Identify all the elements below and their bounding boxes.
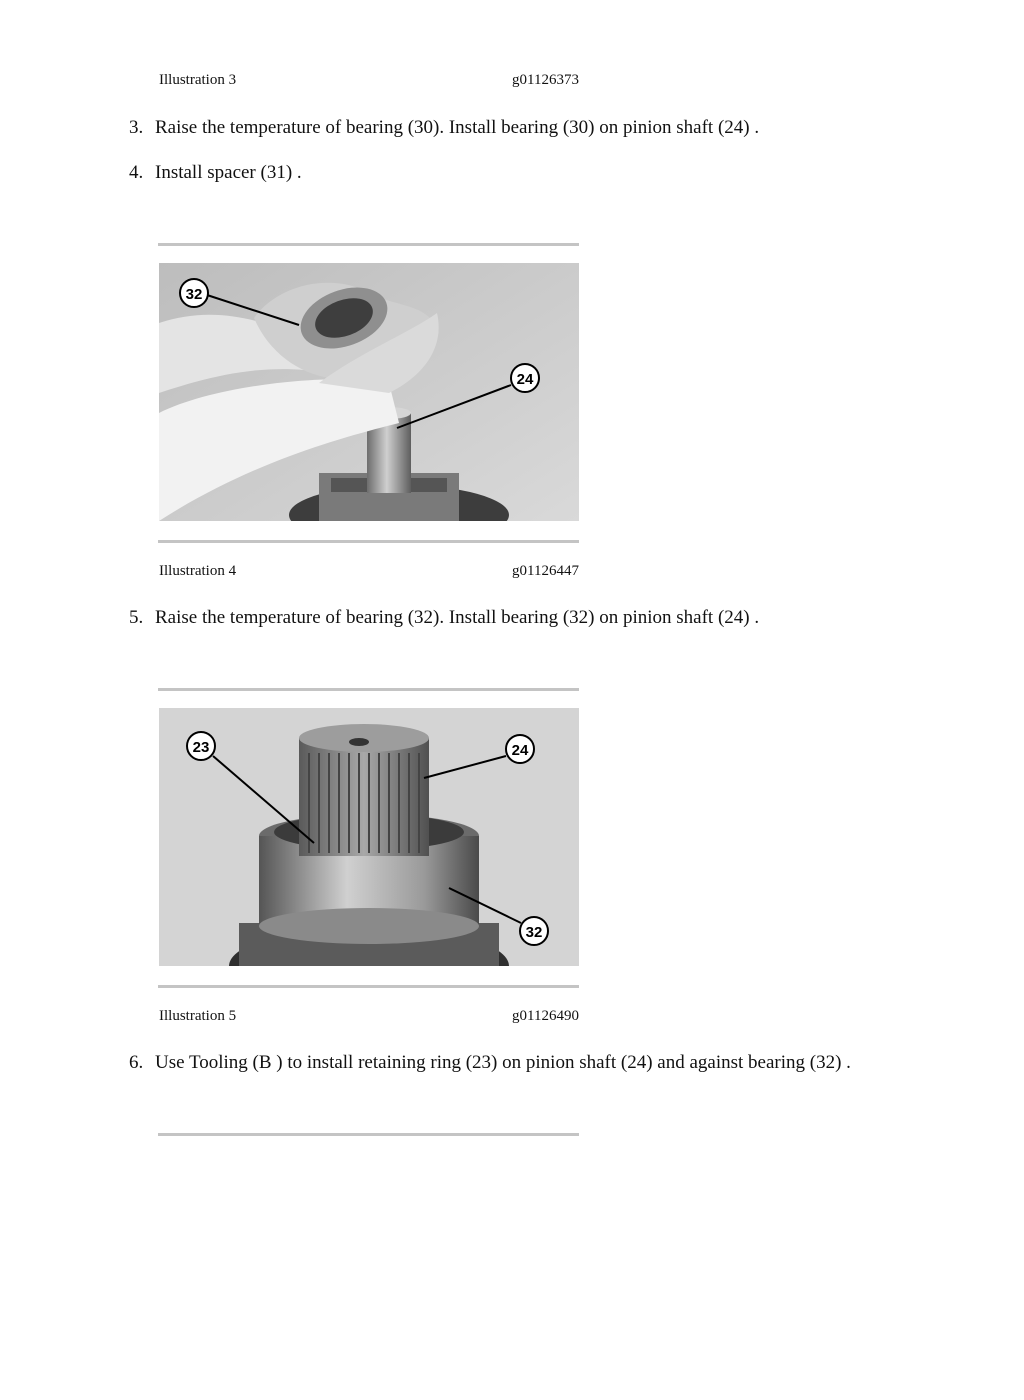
illustration-label: Illustration 3 — [159, 72, 237, 88]
illustration-code: g01126490 — [512, 1008, 579, 1024]
illustration-label: Illustration 4 — [159, 563, 237, 579]
step-5 — [129, 607, 759, 629]
illustration-4-photo — [159, 263, 579, 521]
illustration-5-caption — [159, 1008, 579, 1025]
divider-rule — [158, 985, 579, 988]
step-number: 3. — [129, 117, 144, 138]
illustration-label: Illustration 5 — [159, 1008, 237, 1024]
step-number: 4. — [129, 162, 144, 183]
step-3 — [129, 117, 759, 139]
illustration-code: g01126373 — [512, 72, 579, 88]
divider-rule — [158, 243, 579, 246]
step-4 — [129, 162, 302, 184]
illustration-4-caption — [159, 563, 579, 580]
callout-label: 32 — [525, 924, 543, 941]
illustration-3-caption — [159, 72, 579, 89]
callout-label: 32 — [185, 286, 203, 303]
step-text: Raise the temperature of bearing (30). Install bearing (30) on pinion shaft (24) . — [155, 117, 760, 138]
illustration-code: g01126447 — [512, 563, 579, 579]
divider-rule — [158, 1133, 579, 1136]
step-text: Use Tooling (B ) to install retaining ring (23) on pinion shaft (24) and against bearing (32) . — [155, 1052, 851, 1073]
illustration-5-photo — [159, 708, 579, 966]
step-number: 5. — [129, 607, 144, 628]
callout-label: 23 — [192, 739, 210, 756]
divider-rule — [158, 540, 579, 543]
step-number: 6. — [129, 1052, 144, 1073]
callout-label: 24 — [516, 371, 534, 388]
step-6 — [129, 1052, 851, 1074]
step-text: Install spacer (31) . — [155, 162, 302, 183]
divider-rule — [158, 688, 579, 691]
step-text: Raise the temperature of bearing (32). Install bearing (32) on pinion shaft (24) . — [155, 607, 760, 628]
callout-label: 24 — [511, 742, 529, 759]
